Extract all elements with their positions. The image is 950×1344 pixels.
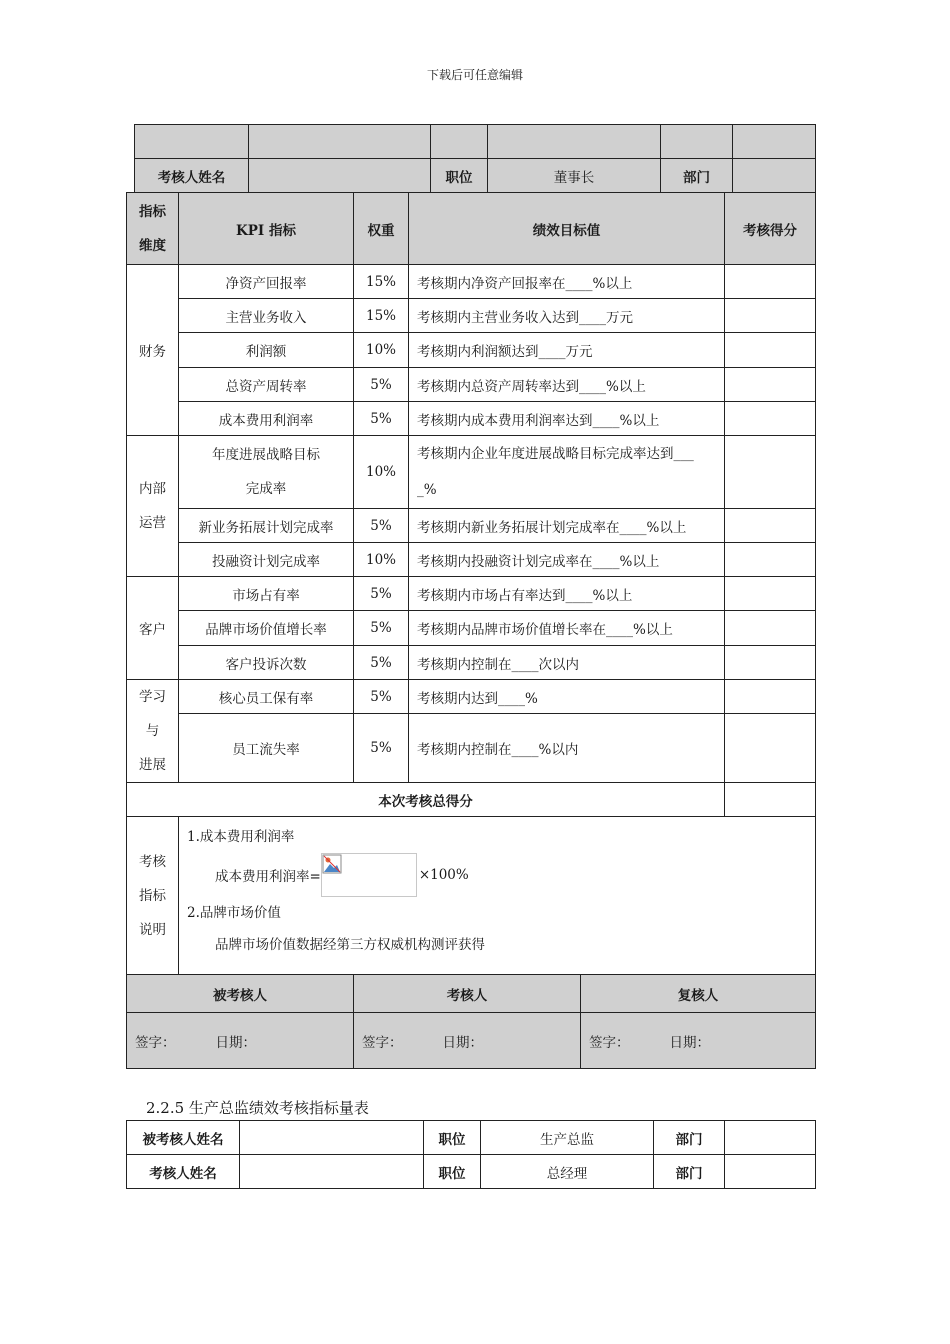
department-label: 部门 <box>661 159 733 193</box>
header-dimension-line1: 指标 <box>139 203 166 220</box>
table-row <box>127 333 816 368</box>
notes-label-line: 说明 <box>139 921 166 938</box>
kpi-name: 核心员工保有率 <box>179 680 354 714</box>
header-dimension <box>127 193 179 265</box>
production-director-info-table <box>126 1120 816 1189</box>
kpi-score-cell[interactable] <box>725 611 816 646</box>
table-row <box>127 509 816 543</box>
dimension-internal-operations <box>127 436 179 577</box>
table-row <box>127 680 816 714</box>
sign-label: 签字： <box>135 1034 176 1051</box>
notes-label-line: 考核 <box>139 853 166 870</box>
signature-row <box>127 1013 816 1069</box>
kpi-target-line: 考核期内企业年度进展战略目标完成率达到___ <box>417 446 694 462</box>
sign-label: 签字： <box>362 1034 403 1051</box>
kpi-target: 考核期内达到____% <box>409 680 725 714</box>
header-target: 绩效目标值 <box>409 193 725 265</box>
signature-header-reviewer: 复核人 <box>581 975 816 1013</box>
notes-row <box>127 817 816 975</box>
kpi-name: 投融资计划完成率 <box>179 543 354 577</box>
table-row <box>127 1121 816 1155</box>
table-row <box>135 125 816 159</box>
table-row <box>127 543 816 577</box>
kpi-target: 考核期内净资产回报率在____%以上 <box>409 265 725 299</box>
table-cell <box>733 125 816 159</box>
header-dimension-line2: 维度 <box>139 237 166 254</box>
department-label: 部门 <box>654 1155 725 1189</box>
table-row <box>135 159 816 193</box>
kpi-name: 客户投诉次数 <box>179 646 354 680</box>
kpi-weight: 5% <box>354 368 409 402</box>
kpi-target: 考核期内市场占有率达到____%以上 <box>409 577 725 611</box>
kpi-score-cell[interactable] <box>725 368 816 402</box>
kpi-target: 考核期内成本费用利润率达到____%以上 <box>409 402 725 436</box>
kpi-score-cell[interactable] <box>725 646 816 680</box>
department-value[interactable] <box>733 159 816 193</box>
dimension-line: 内部 <box>139 481 166 497</box>
note-item1-formula <box>187 853 807 897</box>
kpi-weight: 5% <box>354 680 409 714</box>
table-cell <box>431 125 488 159</box>
signature-header-assessee: 被考核人 <box>127 975 354 1013</box>
kpi-target-line: _% <box>417 482 437 498</box>
note-item2-title: 2.品牌市场价值 <box>187 905 281 921</box>
kpi-weight: 10% <box>354 333 409 368</box>
signature-header-assessor: 考核人 <box>354 975 581 1013</box>
page-header-note: 下载后可任意编辑 <box>426 68 523 82</box>
kpi-weight: 5% <box>354 402 409 436</box>
assessor-name-value[interactable] <box>240 1155 424 1189</box>
kpi-score-cell[interactable] <box>725 714 816 783</box>
kpi-weight: 10% <box>354 543 409 577</box>
dimension-finance: 财务 <box>127 265 179 436</box>
sign-label: 签字： <box>589 1034 630 1051</box>
table-cell <box>135 125 249 159</box>
dimension-learning-growth <box>127 680 179 783</box>
department-label: 部门 <box>654 1121 725 1155</box>
position-value[interactable]: 生产总监 <box>481 1121 654 1155</box>
position-label: 职位 <box>431 159 488 193</box>
kpi-score-cell[interactable] <box>725 577 816 611</box>
kpi-weight: 15% <box>354 299 409 333</box>
table-row <box>127 299 816 333</box>
kpi-weight: 5% <box>354 714 409 783</box>
assessor-name-value[interactable] <box>249 159 431 193</box>
kpi-name: 新业务拓展计划完成率 <box>179 509 354 543</box>
kpi-score-cell[interactable] <box>725 543 816 577</box>
header-score: 考核得分 <box>725 193 816 265</box>
kpi-name: 主营业务收入 <box>179 299 354 333</box>
assessor-info-table <box>134 124 816 193</box>
position-value[interactable]: 总经理 <box>481 1155 654 1189</box>
formula-image-placeholder <box>321 853 417 897</box>
kpi-name: 总资产周转率 <box>179 368 354 402</box>
department-value[interactable] <box>725 1155 816 1189</box>
dimension-line: 进展 <box>139 757 166 773</box>
total-score-cell[interactable] <box>725 783 816 817</box>
dimension-customer: 客户 <box>127 577 179 680</box>
table-row <box>127 436 816 509</box>
notes-content <box>179 817 816 975</box>
kpi-target <box>409 436 725 509</box>
dimension-line: 学习 <box>139 689 166 705</box>
table-row <box>127 265 816 299</box>
kpi-score-cell[interactable] <box>725 680 816 714</box>
assessor-name-label: 考核人姓名 <box>127 1155 240 1189</box>
position-value[interactable]: 董事长 <box>488 159 661 193</box>
kpi-score-cell[interactable] <box>725 509 816 543</box>
kpi-name: 员工流失率 <box>179 714 354 783</box>
total-score-label: 本次考核总得分 <box>127 783 725 817</box>
assessor-name-label: 考核人姓名 <box>135 159 249 193</box>
signature-header-row <box>127 975 816 1013</box>
table-row <box>127 1155 816 1189</box>
header-kpi: KPI 指标 <box>179 193 354 265</box>
kpi-target: 考核期内投融资计划完成率在____%以上 <box>409 543 725 577</box>
notes-label-line: 指标 <box>139 887 166 904</box>
table-row <box>127 611 816 646</box>
dimension-line: 与 <box>145 723 160 739</box>
kpi-score-cell[interactable] <box>725 333 816 368</box>
date-label: 日期： <box>215 1034 256 1051</box>
kpi-name: 净资产回报率 <box>179 265 354 299</box>
kpi-score-cell[interactable] <box>725 299 816 333</box>
table-row <box>127 714 816 783</box>
assessee-name-value[interactable] <box>240 1121 424 1155</box>
header-weight: 权重 <box>354 193 409 265</box>
table-cell <box>488 125 661 159</box>
notes-label <box>127 817 179 975</box>
date-label: 日期： <box>442 1034 483 1051</box>
position-label: 职位 <box>424 1155 481 1189</box>
kpi-target: 考核期内控制在____次以内 <box>409 646 725 680</box>
kpi-score-cell[interactable] <box>725 436 816 509</box>
total-score-row <box>127 783 816 817</box>
kpi-weight: 5% <box>354 577 409 611</box>
note-item2-text: 品牌市场价值数据经第三方权威机构测评获得 <box>215 937 485 953</box>
kpi-weight: 10% <box>354 436 409 509</box>
kpi-target: 考核期内总资产周转率达到____%以上 <box>409 368 725 402</box>
formula-suffix: ×100% <box>418 867 469 883</box>
department-value[interactable] <box>725 1121 816 1155</box>
kpi-name: 利润额 <box>179 333 354 368</box>
signature-table <box>126 974 816 1069</box>
broken-image-icon <box>322 854 342 874</box>
kpi-weight: 5% <box>354 646 409 680</box>
kpi-target: 考核期内控制在____%以内 <box>409 714 725 783</box>
table-row <box>127 577 816 611</box>
formula-prefix: 成本费用利润率= <box>215 869 321 885</box>
kpi-table <box>126 192 816 975</box>
position-label: 职位 <box>424 1121 481 1155</box>
kpi-target: 考核期内新业务拓展计划完成率在____%以上 <box>409 509 725 543</box>
date-label: 日期： <box>669 1034 710 1051</box>
signature-cell-assessor[interactable] <box>354 1013 581 1069</box>
kpi-name: 市场占有率 <box>179 577 354 611</box>
kpi-name-line: 完成率 <box>245 481 287 497</box>
section-title: 2.2.5 生产总监绩效考核指标量表 <box>146 1099 369 1117</box>
dimension-line: 运营 <box>139 515 166 531</box>
kpi-name-line: 年度进展战略目标 <box>212 447 320 463</box>
kpi-target: 考核期内品牌市场价值增长率在____%以上 <box>409 611 725 646</box>
kpi-weight: 5% <box>354 611 409 646</box>
kpi-target: 考核期内利润额达到____万元 <box>409 333 725 368</box>
kpi-name: 品牌市场价值增长率 <box>179 611 354 646</box>
kpi-name: 成本费用利润率 <box>179 402 354 436</box>
kpi-weight: 15% <box>354 265 409 299</box>
signature-cell-assessee[interactable] <box>127 1013 354 1069</box>
note-item1-title: 1.成本费用利润率 <box>187 829 295 845</box>
kpi-header-row <box>127 193 816 265</box>
table-row <box>127 368 816 402</box>
kpi-score-cell[interactable] <box>725 402 816 436</box>
table-cell <box>249 125 431 159</box>
assessee-name-label: 被考核人姓名 <box>127 1121 240 1155</box>
kpi-name <box>179 436 354 509</box>
signature-cell-reviewer[interactable] <box>581 1013 816 1069</box>
kpi-target: 考核期内主营业务收入达到____万元 <box>409 299 725 333</box>
kpi-score-cell[interactable] <box>725 265 816 299</box>
table-cell <box>661 125 733 159</box>
table-row <box>127 402 816 436</box>
table-row <box>127 646 816 680</box>
kpi-weight: 5% <box>354 509 409 543</box>
